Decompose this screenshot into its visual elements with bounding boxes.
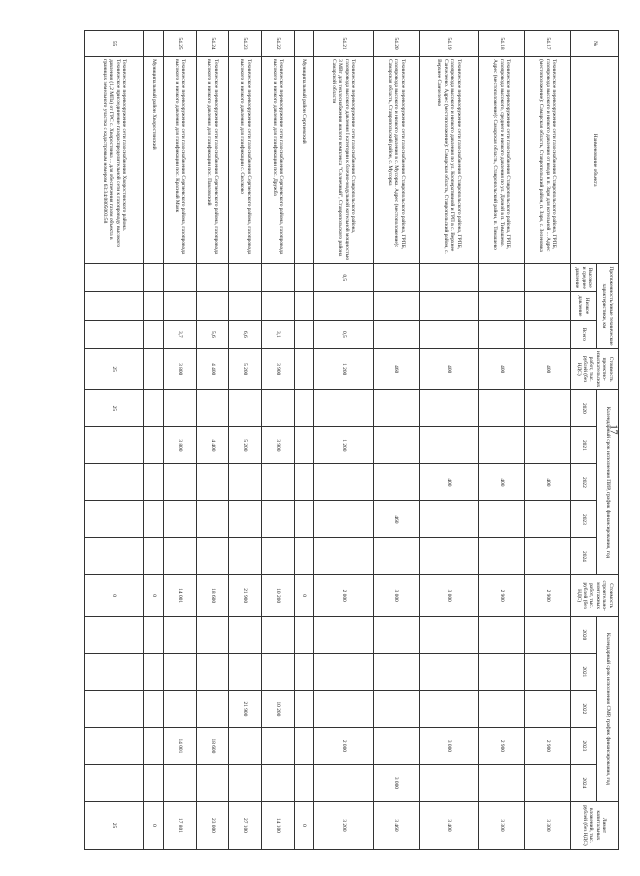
length-low-pressure	[524, 292, 570, 320]
smr-year-value: 2 000	[314, 727, 373, 764]
table-row	[196, 31, 229, 850]
pir-cost: 4 400	[196, 348, 229, 389]
pir-cost: 400	[524, 348, 570, 389]
length-total	[478, 320, 524, 348]
length-total	[373, 320, 419, 348]
pir-year-value: 25	[85, 390, 144, 427]
smr-cost: 10 200	[262, 575, 295, 616]
object-name: Техническое перевооружение сети газоснабжения Хворостянского района. Техническое присоединение газораспределительной сети к газопроводу высокого давления (1,2 МПа) от ГРС с. Хворостянка ... для обеспечения газом объекта в границах земельного участка с кадастровым номером 63:34:0805003:58	[85, 57, 144, 264]
capital-limit: 14 100	[262, 801, 295, 849]
pir-year-value	[478, 501, 524, 538]
pir-year-value	[85, 427, 144, 464]
pir-year-value: 5 200	[229, 427, 262, 464]
smr-year-value	[294, 616, 313, 653]
pir-year-value	[262, 501, 295, 538]
object-name: Техническое перевооружение сети газоснабжения Ставропольского района, газопровода высокого давления I категории к блочно-модульной котельной мощностью 3 МВт для теплоснабжения жилого комплекса "Солнечный", Ставропольского района Самарской области	[314, 57, 373, 264]
object-name: Муниципальный район Сергиевский	[294, 57, 313, 264]
length-total: 0,5	[314, 320, 373, 348]
smr-cost: 2 900	[478, 575, 524, 616]
pir-year-value	[524, 501, 570, 538]
capital-limit: 3 300	[478, 801, 524, 849]
smr-year-value	[163, 653, 196, 690]
row-number: 54.17	[524, 31, 570, 57]
capital-limit: 0	[294, 801, 313, 849]
header-pir-year: 2022	[571, 464, 597, 501]
length-high-pressure	[262, 264, 295, 292]
pir-year-value	[524, 538, 570, 575]
row-number: 54.18	[478, 31, 524, 57]
smr-year-value	[314, 653, 373, 690]
smr-year-value	[229, 727, 262, 764]
pir-year-value	[196, 538, 229, 575]
smr-year-value	[294, 690, 313, 727]
header-length: Протяженность/иные технические характеристики, км	[597, 264, 619, 349]
length-high-pressure	[524, 264, 570, 292]
pir-cost: 5 200	[229, 348, 262, 389]
region-row	[144, 31, 163, 850]
pir-year-value	[478, 390, 524, 427]
pir-year-value	[294, 427, 313, 464]
object-name: Техническое перевооружение сети газоснабжения Сергиевского района, газопровода высокого и низкого давления для газификации пос. Дружба	[262, 57, 295, 264]
header-smr-schedule: Календарный срок исполнения СМР, график финансирования, год	[597, 616, 619, 801]
capital-limit: 3 200	[314, 801, 373, 849]
pir-year-value: 400	[524, 464, 570, 501]
pir-cost	[294, 348, 313, 389]
smr-cost: 0	[144, 575, 163, 616]
row-number	[144, 31, 163, 57]
length-low-pressure	[163, 292, 196, 320]
pir-cost: 25	[85, 348, 144, 389]
pir-year-value	[262, 464, 295, 501]
pir-year-value: 460	[373, 501, 419, 538]
header-pir-schedule: Календарный срок исполнения ПИР, график финансирования, год	[597, 390, 619, 575]
capital-limit: 0	[144, 801, 163, 849]
length-high-pressure	[144, 264, 163, 292]
pir-year-value	[144, 501, 163, 538]
smr-year-value	[524, 690, 570, 727]
smr-year-value	[314, 764, 373, 801]
pir-cost: 400	[419, 348, 478, 389]
row-number	[294, 31, 313, 57]
length-high-pressure	[419, 264, 478, 292]
length-high-pressure	[196, 264, 229, 292]
header-smr-cost: Стоимость строительно-монтажных работ, тыс. рублей (без НДС)	[571, 575, 619, 616]
smr-year-value	[478, 616, 524, 653]
row-number: 54.19	[419, 31, 478, 57]
smr-year-value	[144, 653, 163, 690]
pir-year-value	[314, 538, 373, 575]
pir-year-value	[163, 501, 196, 538]
smr-year-value	[262, 727, 295, 764]
smr-year-value	[294, 727, 313, 764]
length-total	[524, 320, 570, 348]
pir-year-value	[144, 464, 163, 501]
smr-year-value	[373, 690, 419, 727]
smr-cost: 14 001	[163, 575, 196, 616]
smr-year-value	[419, 653, 478, 690]
length-high-pressure	[163, 264, 196, 292]
header-pir-year: 2024	[571, 538, 597, 575]
pir-year-value	[85, 464, 144, 501]
pir-year-value	[419, 538, 478, 575]
smr-year-value: 3 000	[373, 764, 419, 801]
pir-year-value	[163, 390, 196, 427]
smr-year-value	[85, 727, 144, 764]
smr-year-value: 18 600	[196, 727, 229, 764]
length-total: 3,7	[163, 320, 196, 348]
capital-limit: 3 300	[524, 801, 570, 849]
smr-year-value: 2 900	[524, 727, 570, 764]
length-low-pressure	[196, 292, 229, 320]
row-number: 54.24	[196, 31, 229, 57]
header-pir-cost: Стоимость проектно-изыскательских работ, тыс. рублей (без НДС)	[571, 348, 619, 389]
length-total: 5,6	[196, 320, 229, 348]
length-high-pressure	[229, 264, 262, 292]
smr-year-value	[419, 690, 478, 727]
length-low-pressure	[419, 292, 478, 320]
object-name: Муниципальный район Хворостянский	[144, 57, 163, 264]
capital-limit: 25	[85, 801, 144, 849]
length-total	[85, 320, 144, 348]
rotated-table-container	[84, 30, 619, 850]
pir-year-value	[314, 464, 373, 501]
table-row	[524, 31, 570, 850]
pir-year-value	[229, 464, 262, 501]
header-pir-year: 2020	[571, 390, 597, 427]
length-high-pressure	[373, 264, 419, 292]
length-low-pressure	[144, 292, 163, 320]
table-row	[419, 31, 478, 850]
pir-year-value	[85, 538, 144, 575]
row-number: 55	[85, 31, 144, 57]
smr-year-value	[478, 653, 524, 690]
length-total	[144, 320, 163, 348]
length-high-pressure: 0,5	[314, 264, 373, 292]
smr-year-value	[314, 690, 373, 727]
object-name: Техническое перевооружение сети газоснабжения Сергиевского района, газопровода высокого и низкого давления для газификации с. Сколково	[229, 57, 262, 264]
smr-year-value: 14 001	[163, 727, 196, 764]
smr-cost: 0	[85, 575, 144, 616]
smr-year-value	[229, 616, 262, 653]
pir-year-value	[229, 501, 262, 538]
length-low-pressure	[229, 292, 262, 320]
smr-cost: 21 900	[229, 575, 262, 616]
row-number: 54.22	[262, 31, 295, 57]
smr-year-value	[196, 653, 229, 690]
smr-cost: 3 000	[373, 575, 419, 616]
pir-year-value	[163, 464, 196, 501]
smr-year-value	[294, 653, 313, 690]
length-low-pressure	[262, 292, 295, 320]
pir-year-value	[229, 390, 262, 427]
pir-cost	[144, 348, 163, 389]
pir-cost: 3 900	[262, 348, 295, 389]
smr-year-value	[144, 690, 163, 727]
smr-year-value	[419, 616, 478, 653]
row-number: 54.20	[373, 31, 419, 57]
smr-year-value	[524, 616, 570, 653]
smr-year-value	[196, 764, 229, 801]
smr-year-value	[262, 653, 295, 690]
table-row	[478, 31, 524, 850]
pir-year-value	[373, 464, 419, 501]
pir-year-value	[229, 538, 262, 575]
header-smr-year: 2021	[571, 653, 597, 690]
object-name: Техническое перевооружение сети газоснабжения Ставропольского района, ГРПБ, газопровода высокого, среднего и низкого давления по ул. Дачной в п. Тимашево. Адрес (местоположение): Самарская область, Ставропольский район, п. Тимашево	[478, 57, 524, 264]
pir-year-value	[144, 427, 163, 464]
header-no: №	[571, 31, 619, 57]
pir-cost: 400	[478, 348, 524, 389]
length-low-pressure	[373, 292, 419, 320]
pir-year-value: 4 400	[196, 427, 229, 464]
smr-cost: 18 600	[196, 575, 229, 616]
pir-year-value	[373, 427, 419, 464]
header-length-lp: Низкое давление	[571, 292, 597, 320]
table-row	[373, 31, 419, 850]
smr-year-value	[196, 616, 229, 653]
length-total: 6,6	[229, 320, 262, 348]
pir-year-value	[419, 501, 478, 538]
length-high-pressure	[294, 264, 313, 292]
smr-year-value	[478, 690, 524, 727]
smr-year-value	[314, 616, 373, 653]
smr-cost: 2 900	[524, 575, 570, 616]
capital-limit: 3 460	[373, 801, 419, 849]
length-total	[419, 320, 478, 348]
smr-year-value	[373, 616, 419, 653]
smr-year-value	[163, 764, 196, 801]
table-row	[229, 31, 262, 850]
pir-year-value	[419, 427, 478, 464]
capital-limit: 3 400	[419, 801, 478, 849]
pir-year-value	[294, 501, 313, 538]
capital-limit: 17 801	[163, 801, 196, 849]
pir-year-value	[524, 390, 570, 427]
smr-year-value	[419, 764, 478, 801]
smr-year-value: 2 900	[478, 727, 524, 764]
header-length-hp: Высокое и среднее давление	[571, 264, 597, 292]
pir-year-value	[419, 390, 478, 427]
header-smr-year: 2022	[571, 690, 597, 727]
pir-year-value	[478, 538, 524, 575]
object-name: Техническое перевооружение сети газоснабжения Сергиевского района, газопровода высокого и низкого давления для газификации пос. Красный Маяк	[163, 57, 196, 264]
pir-cost: 3 800	[163, 348, 196, 389]
pir-year-value	[144, 538, 163, 575]
object-name: Техническое перевооружение сети газоснабжения Сергиевского района, газопровода высокого и низкого давления для газификации пос. Павловский	[196, 57, 229, 264]
length-low-pressure	[478, 292, 524, 320]
pir-year-value	[196, 501, 229, 538]
smr-year-value	[262, 764, 295, 801]
pir-year-value	[196, 464, 229, 501]
length-total	[294, 320, 313, 348]
smr-year-value: 21 900	[229, 690, 262, 727]
header-smr-year: 2024	[571, 764, 597, 801]
smr-year-value	[144, 616, 163, 653]
pir-cost: 1 200	[314, 348, 373, 389]
smr-cost: 3 000	[419, 575, 478, 616]
header-limit: Лимит капитальных вложений, тыс. рублей (без НДС)	[571, 801, 619, 849]
table-body	[85, 31, 571, 850]
header-length-total: Всего	[571, 320, 597, 348]
pir-year-value	[262, 538, 295, 575]
pir-cost: 460	[373, 348, 419, 389]
row-number: 54.25	[163, 31, 196, 57]
pir-year-value	[294, 538, 313, 575]
capital-limit: 23 000	[196, 801, 229, 849]
pir-year-value: 1 200	[314, 427, 373, 464]
object-name: Техническое перевооружение сети газоснабжения Ставропольского района, ГРПБ, газопровода высокого и низкого давления от ввода в п. Заря для котельной ... Адрес (местоположение): Самарская область, Ставропольский район, п. Заря, с. Зеленовка	[524, 57, 570, 264]
smr-year-value	[85, 616, 144, 653]
pir-year-value	[262, 390, 295, 427]
length-low-pressure	[294, 292, 313, 320]
pir-year-value: 400	[478, 464, 524, 501]
length-high-pressure	[478, 264, 524, 292]
smr-year-value	[478, 764, 524, 801]
smr-year-value	[144, 727, 163, 764]
pir-year-value	[294, 390, 313, 427]
page-number: 17	[607, 424, 619, 435]
smr-year-value	[294, 764, 313, 801]
row-number: 54.23	[229, 31, 262, 57]
smr-year-value	[229, 653, 262, 690]
smr-year-value	[144, 764, 163, 801]
smr-year-value	[524, 653, 570, 690]
smr-year-value	[85, 690, 144, 727]
smr-year-value	[163, 690, 196, 727]
table-row	[163, 31, 196, 850]
pir-year-value: 400	[419, 464, 478, 501]
pir-year-value	[314, 501, 373, 538]
length-high-pressure	[85, 264, 144, 292]
smr-year-value	[85, 764, 144, 801]
row-number: 54.21	[314, 31, 373, 57]
pir-year-value	[314, 390, 373, 427]
investment-table	[84, 30, 619, 850]
pir-year-value: 3 800	[163, 427, 196, 464]
smr-year-value: 10 200	[262, 690, 295, 727]
pir-year-value	[373, 538, 419, 575]
header-smr-year: 2023	[571, 727, 597, 764]
object-name: Техническое перевооружение сети газоснабжения Ставропольского района, ГРПБ, газопровода высокого и низкого давления в с. Мусорка. Адрес (местоположение): Самарская область, Ставропольский район, с. Мусорка	[373, 57, 419, 264]
pir-year-value: 3 900	[262, 427, 295, 464]
pir-year-value	[373, 390, 419, 427]
smr-year-value	[229, 764, 262, 801]
smr-year-value	[163, 616, 196, 653]
pir-year-value	[196, 390, 229, 427]
capital-limit: 27 100	[229, 801, 262, 849]
pir-year-value	[144, 390, 163, 427]
object-name: Техническое перевооружение сети газоснабжения Ставропольского района, ГРПБ, газопровода высокого и низкого давления по ул. Кооперативной и ГРП в с. Верхнее Санчелеево. Адрес (местоположение): Самарская область, Ставропольский район, с. Верхнее Санчелеево	[419, 57, 478, 264]
pir-year-value	[85, 501, 144, 538]
header-pir-year: 2021	[571, 427, 597, 464]
smr-year-value	[262, 616, 295, 653]
length-low-pressure	[85, 292, 144, 320]
pir-year-value	[478, 427, 524, 464]
smr-year-value	[85, 653, 144, 690]
smr-year-value	[196, 690, 229, 727]
header-pir-year: 2023	[571, 501, 597, 538]
smr-year-value	[524, 764, 570, 801]
table-row	[85, 31, 144, 850]
table-row	[262, 31, 295, 850]
smr-cost: 0	[294, 575, 313, 616]
pir-year-value	[163, 538, 196, 575]
smr-year-value	[373, 653, 419, 690]
smr-year-value	[373, 727, 419, 764]
smr-year-value: 3 000	[419, 727, 478, 764]
region-row	[294, 31, 313, 850]
smr-cost: 2 000	[314, 575, 373, 616]
pir-year-value	[294, 464, 313, 501]
table-row	[314, 31, 373, 850]
length-total: 3,1	[262, 320, 295, 348]
length-low-pressure	[314, 292, 373, 320]
pir-year-value	[524, 427, 570, 464]
header-name: Наименование объекта	[571, 57, 619, 264]
header-smr-year: 2020	[571, 616, 597, 653]
